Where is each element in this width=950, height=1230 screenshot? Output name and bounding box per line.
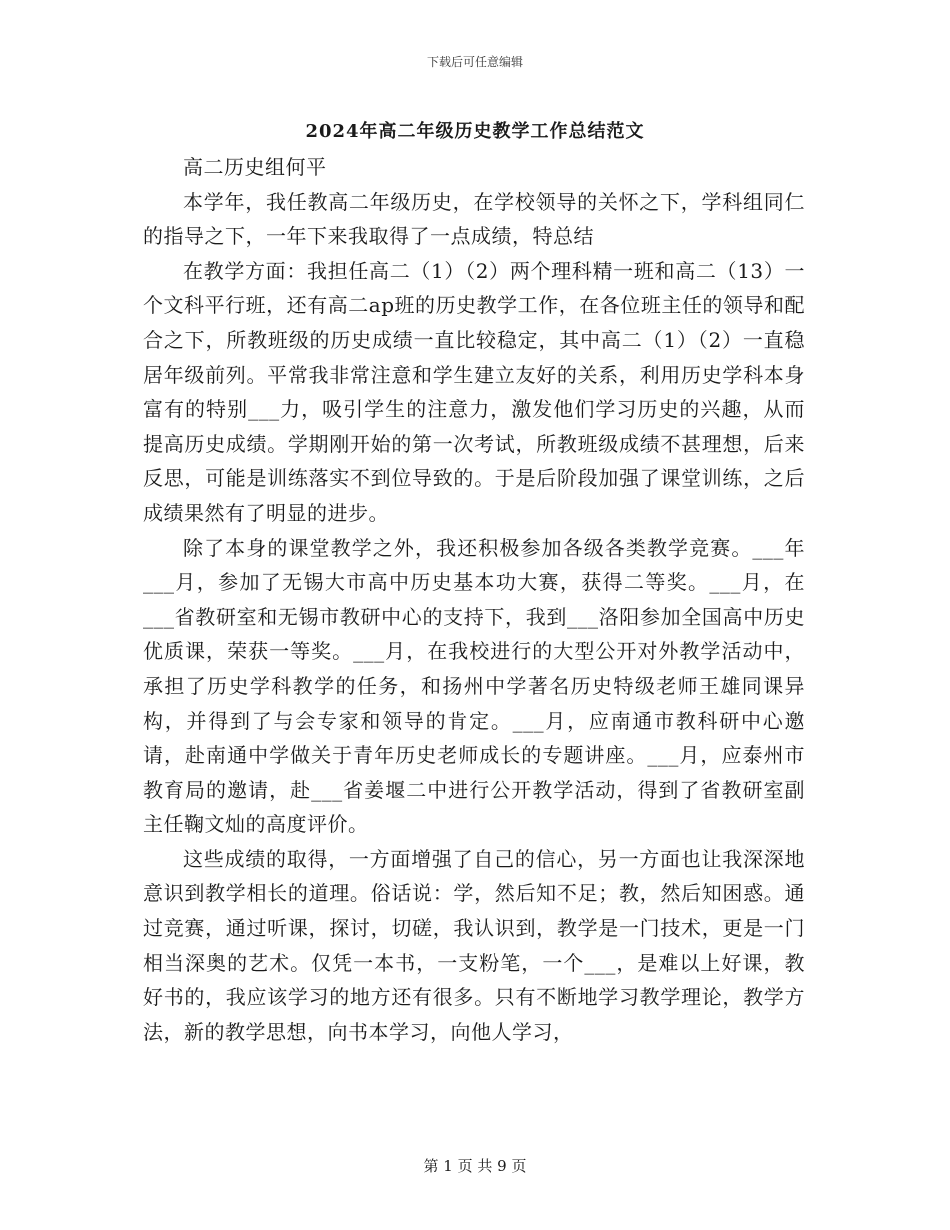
page-footer: 第 1 页 共 9 页 — [423, 1157, 527, 1175]
author-line: 高二历史组何平 — [183, 155, 327, 179]
document-body — [143, 150, 805, 1049]
header-note: 下载后可任意编辑 — [426, 55, 523, 69]
paragraph-competitions: 除了本身的课堂教学之外，我还积极参加各级各类教学竞赛。___年___月，参加了无锡大市高中历史基本功大赛，获得二等奖。___月，在___省教研室和无锡市教研中心的支持下，我到___洛阳参加全国高中历史优质课，荣获一等奖。___月，在我校进行的大型公开对外教学活动中，承担了历史学科教学的任务，和扬州中学著名历史特级老师王雄同课异构，并得到了与会专家和领导的肯定。___月，应南通市教科研中心邀请，赴南通中学做关于青年历史老师成长的专题讲座。___月，应泰州市教育局的邀请，赴___省姜堰二中进行公开教学活动，得到了省教研室副主任鞠文灿的高度评价。 — [143, 535, 805, 837]
paragraph-intro: 本学年，我任教高二年级历史，在学校领导的关怀之下，学科组同仁的指导之下，一年下来我取得了一点成绩，特总结 — [143, 189, 805, 249]
paragraph-teaching: 在教学方面：我担任高二（1）（2）两个理科精一班和高二（13）一个文科平行班，还有高二ap班的历史教学工作，在各位班主任的领导和配合之下，所教班级的历史成绩一直比较稳定，其中高二（1）（2）一直稳居年级前列。平常我非常注意和学生建立友好的关系，利用历史学科本身富有的特别___力，吸引学生的注意力，激发他们学习历史的兴趣，从而提高历史成绩。学期刚开始的第一次考试，所教班级成绩不甚理想，后来反思，可能是训练落实不到位导致的。于是后阶段加强了课堂训练，之后成绩果然有了明显的进步。 — [143, 258, 805, 525]
document-title: 2024年高二年级历史教学工作总结范文 — [305, 121, 645, 142]
paragraph-reflection: 这些成绩的取得，一方面增强了自己的信心，另一方面也让我深深地意识到教学相长的道理。俗话说：学，然后知不足；教，然后知困惑。通过竞赛，通过听课，探讨，切磋，我认识到，教学是一门技术，更是一门相当深奥的艺术。仅凭一本书，一支粉笔，一个___，是难以上好课，教好书的，我应该学习的地方还有很多。只有不断地学习教学理论，教学方法，新的教学思想，向书本学习，向他人学习， — [143, 846, 805, 1044]
